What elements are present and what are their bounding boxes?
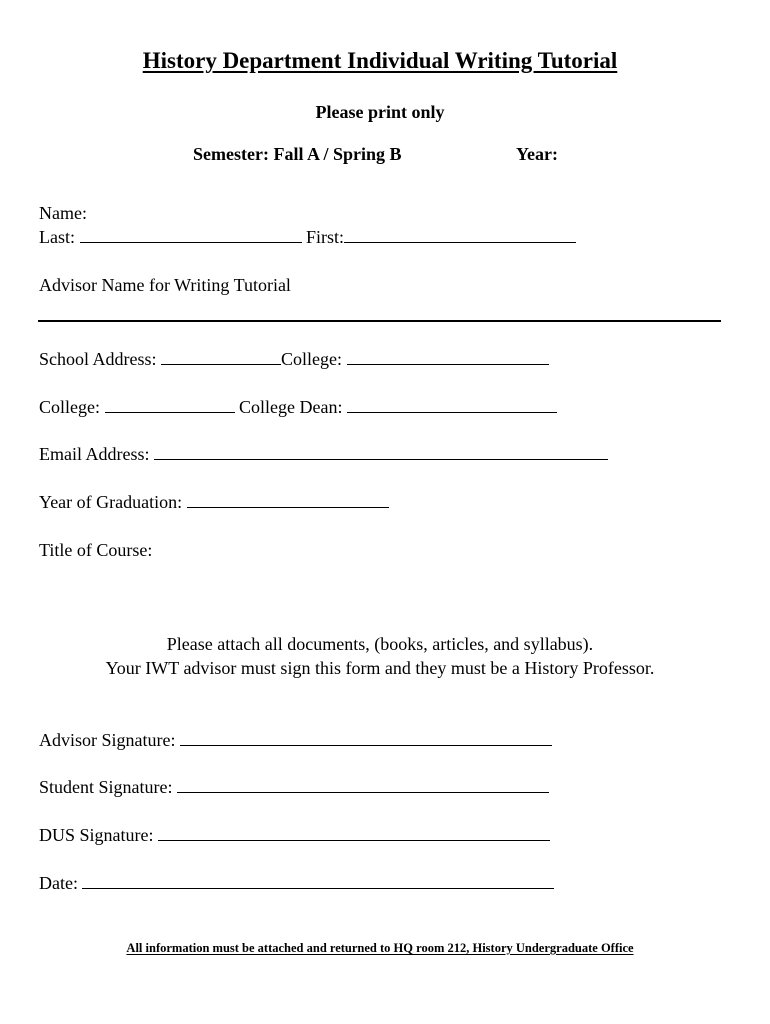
semester-label: Semester: Fall A / Spring B: [193, 144, 402, 164]
college-label: College:: [281, 349, 347, 369]
graduation-row: [39, 492, 389, 513]
date-row: [39, 873, 554, 894]
advisor-signature-label: Advisor Signature:: [39, 730, 180, 750]
first-name-label: First:: [301, 227, 345, 247]
graduation-label: Year of Graduation:: [39, 492, 187, 512]
advisor-name-label: Advisor Name for Writing Tutorial: [39, 275, 291, 295]
college-dean-blank[interactable]: [347, 398, 557, 413]
college-blank[interactable]: [347, 350, 549, 365]
school-address-label: School Address:: [39, 349, 162, 369]
advisor-signature-blank[interactable]: [180, 731, 552, 746]
date-label: Date:: [39, 873, 83, 893]
print-instruction: Please print only: [315, 102, 445, 122]
course-title-label: Title of Course:: [39, 540, 153, 560]
last-name-blank[interactable]: [80, 228, 302, 243]
name-label: Name:: [39, 203, 87, 223]
graduation-blank[interactable]: [187, 493, 389, 508]
last-name-label: Last:: [39, 227, 80, 247]
first-name-blank[interactable]: [344, 228, 576, 243]
school-address-row: [39, 349, 549, 370]
college-blank[interactable]: [105, 398, 235, 413]
email-blank[interactable]: [154, 445, 608, 460]
advisor-signature-row: [39, 730, 552, 751]
form-title: History Department Individual Writing Tutorial: [142, 48, 618, 73]
college-dean-label: College Dean:: [234, 397, 347, 417]
school-address-blank[interactable]: [161, 350, 281, 365]
student-signature-row: [39, 777, 549, 798]
advisor-name-line[interactable]: [38, 320, 721, 322]
college-label: College:: [39, 397, 105, 417]
year-label: Year:: [516, 144, 558, 164]
advisor-requirement-note: Your IWT advisor must sign this form and they must be a History Professor.: [105, 658, 655, 678]
dus-signature-blank[interactable]: [158, 826, 550, 841]
student-signature-label: Student Signature:: [39, 777, 177, 797]
student-signature-blank[interactable]: [177, 778, 549, 793]
email-label: Email Address:: [39, 444, 154, 464]
dus-signature-label: DUS Signature:: [39, 825, 158, 845]
attach-documents-note: Please attach all documents, (books, articles, and syllabus).: [166, 634, 594, 654]
email-row: [39, 444, 608, 465]
dus-signature-row: [39, 825, 550, 846]
date-blank[interactable]: [82, 874, 554, 889]
name-row: [39, 227, 576, 248]
college-dean-row: [39, 397, 557, 418]
return-instructions-footer: All information must be attached and returned to HQ room 212, History Undergraduate Office: [126, 941, 634, 955]
